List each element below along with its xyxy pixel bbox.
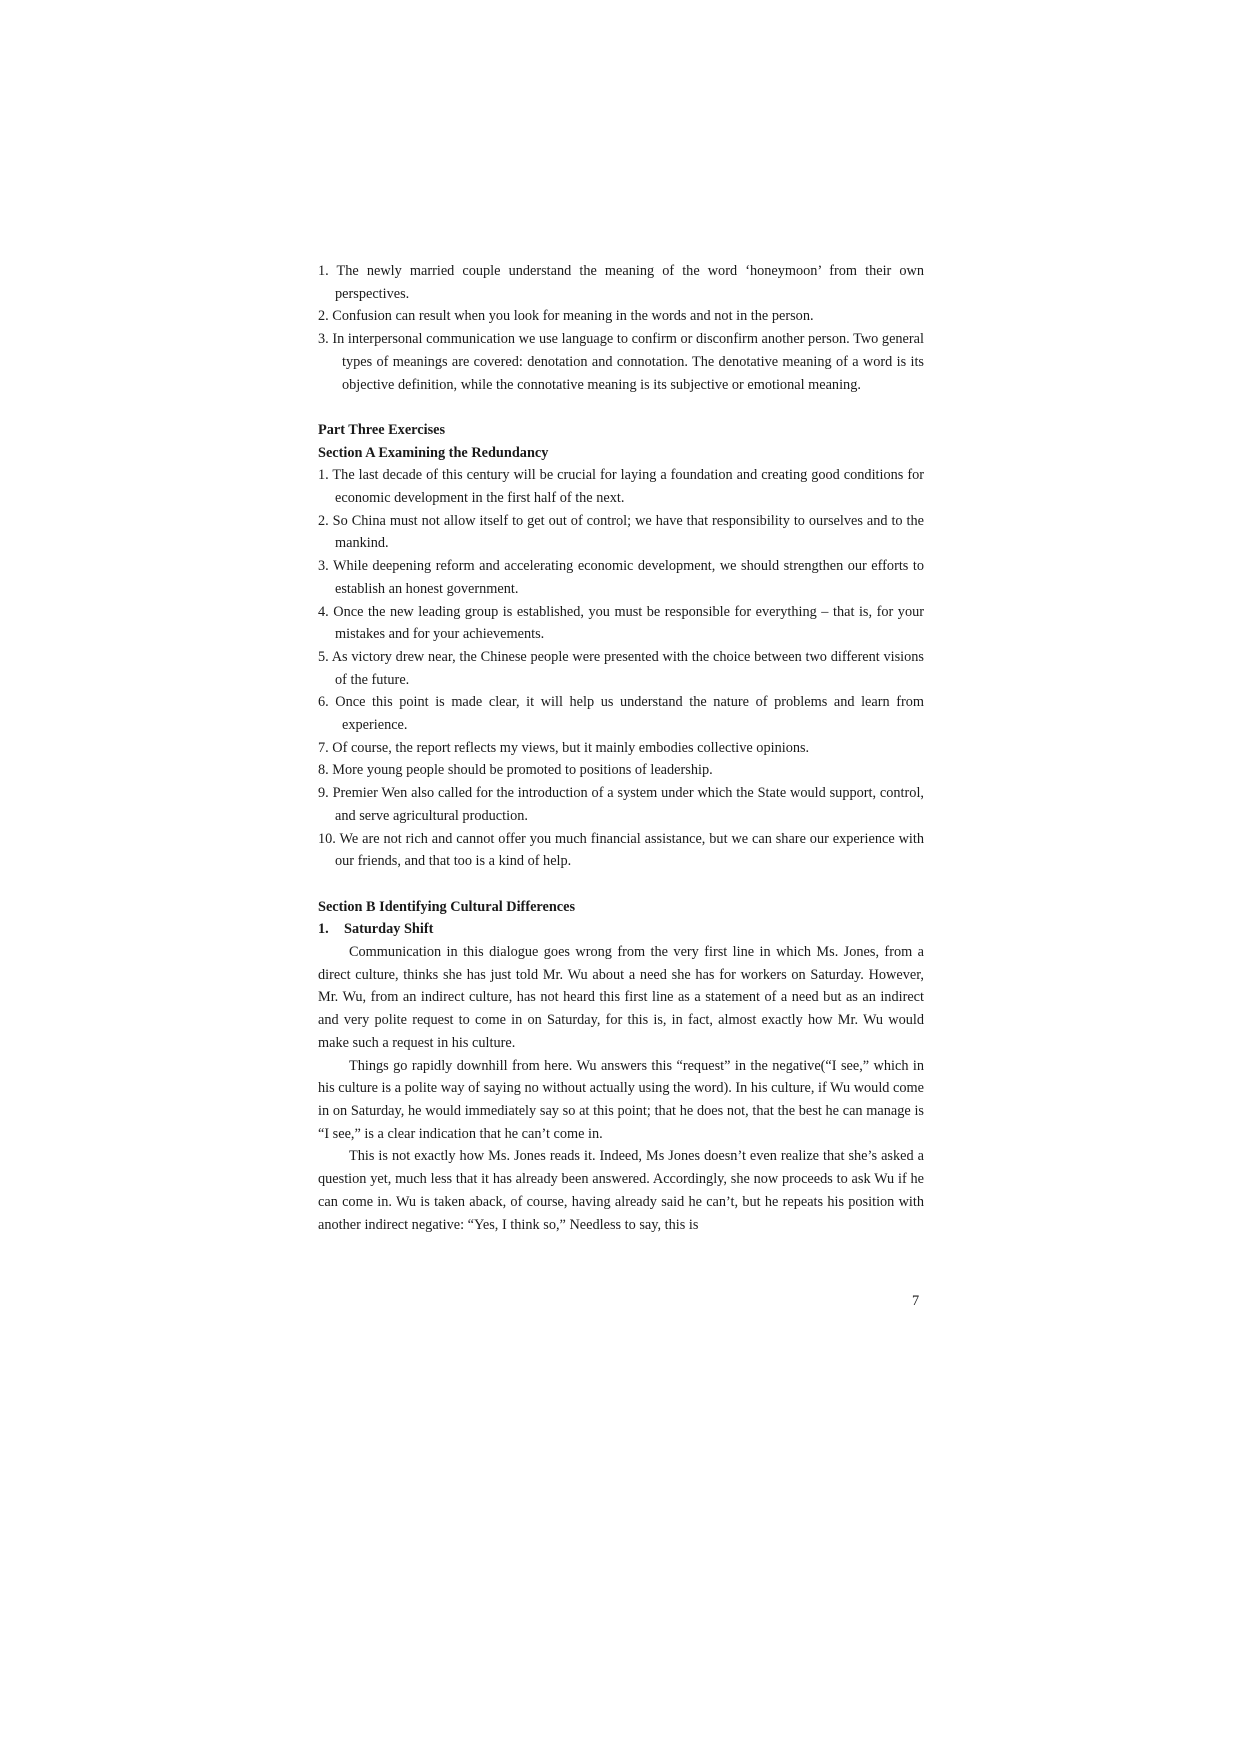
paragraph: This is not exactly how Ms. Jones reads it. Indeed, Ms Jones doesn’t even realize that she’s asked a question yet, much less that it has already been answered. Accordingly, she now proceeds to ask Wu if he can come in. Wu is taken aback, of course, having already said he can’t, but he repeats his position with another indirect negative: “Yes, I think so,” Needless to say, this is bbox=[318, 1148, 924, 1233]
list-item: 4. Once the new leading group is established, you must be responsible for everything – that is, for your mistakes and for your achievements. bbox=[318, 603, 924, 643]
list-item: 3. In interpersonal communication we use language to confirm or disconfirm another person. Two general types of meanings are covered: denotation and connotation. The denotative meaning of a word is its objective definition, while the connotative meaning is its subjective or emotional meaning. bbox=[318, 331, 924, 393]
section-b-title: Section B Identifying Cultural Differences bbox=[318, 898, 576, 915]
list-item: 3. While deepening reform and accelerating economic development, we should strengthen our efforts to establish an honest government. bbox=[318, 558, 924, 597]
section-a-list bbox=[318, 464, 924, 873]
list-item: 1. The last decade of this century will be crucial for laying a foundation and creating good conditions for economic development in the first half of the next. bbox=[318, 467, 924, 507]
paragraph: Things go rapidly downhill from here. Wu answers this “request” in the negative(“I see,” which in his culture is a polite way of saying no without actually using the word). In his culture, if Wu would come in on Saturday, he would immediately say so at this point; that he does not, that the best he can manage is “I see,” is a clear indication that he can’t come in. bbox=[318, 1057, 924, 1142]
list-item: 9. Premier Wen also called for the introduction of a system under which the State would support, control, and serve agricultural production. bbox=[318, 785, 924, 824]
intro-list bbox=[318, 260, 924, 396]
subsection-number: 1. bbox=[318, 921, 329, 938]
subsection-title bbox=[318, 918, 924, 941]
list-item: 8. More young people should be promoted to positions of leadership. bbox=[318, 762, 713, 779]
list-item: 6. Once this point is made clear, it will help us understand the nature of problems and learn from experience. bbox=[318, 694, 924, 734]
list-item: 2. So China must not allow itself to get out of control; we have that responsibility to ourselves and to the mankind. bbox=[318, 512, 924, 552]
subsection-label: Saturday Shift bbox=[344, 921, 434, 938]
section-a-title: Section A Examining the Redundancy bbox=[318, 444, 549, 461]
page-content bbox=[318, 260, 924, 1236]
list-item: 1. The newly married couple understand the meaning of the word ‘honeymoon’ from their own perspectives. bbox=[318, 263, 924, 302]
paragraph: Communication in this dialogue goes wrong from the very first line in which Ms. Jones, from a direct culture, thinks she has just told Mr. Wu about a need she has for workers on Saturday. However, Mr. Wu, from an indirect culture, has not heard this first line as a statement of a need but as an indirect and very polite request to come in on Saturday, for this is, in fact, almost exactly how Mr. Wu would make such a request in his culture. bbox=[318, 944, 924, 1051]
list-item: 7. Of course, the report reflects my views, but it mainly embodies collective opinions. bbox=[318, 739, 810, 756]
list-item: 5. As victory drew near, the Chinese people were presented with the choice between two different visions of the future. bbox=[318, 648, 924, 688]
page-number: 7 bbox=[912, 1293, 920, 1309]
part-title: Part Three Exercises bbox=[318, 421, 446, 438]
list-item: 2. Confusion can result when you look for meaning in the words and not in the person. bbox=[318, 308, 814, 325]
list-item: 10. We are not rich and cannot offer you much financial assistance, but we can share our experience with our friends, and that too is a kind of help. bbox=[318, 830, 924, 870]
